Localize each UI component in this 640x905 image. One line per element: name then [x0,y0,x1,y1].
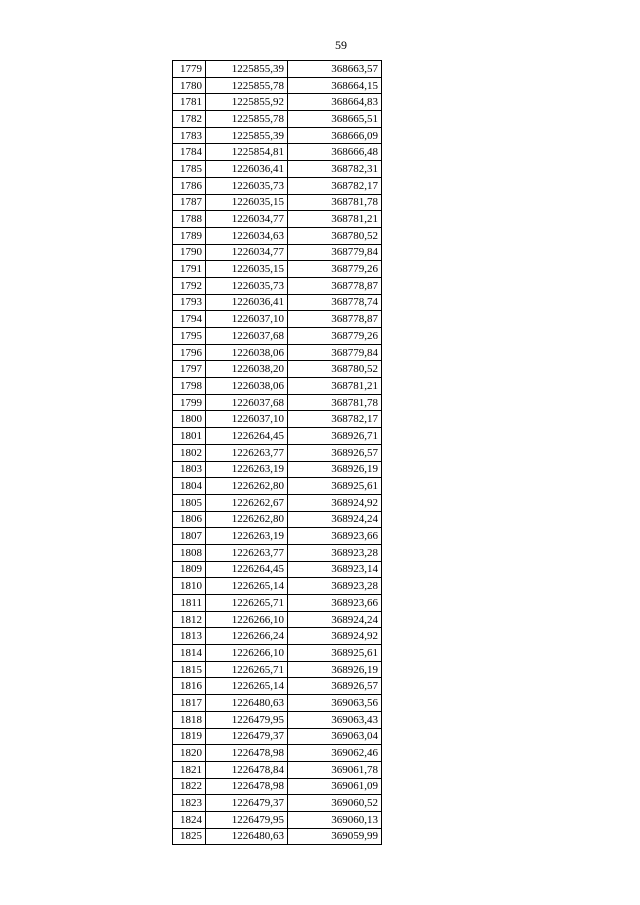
point-number-cell: 1811 [173,595,206,612]
coordinates-table [172,60,382,845]
table-row [173,795,382,812]
point-number-cell: 1797 [173,361,206,378]
x-coordinate-cell: 1226036,41 [206,294,288,311]
y-coordinate-cell: 368663,57 [288,61,382,78]
table-row [173,294,382,311]
point-number-cell: 1780 [173,77,206,94]
x-coordinate-cell: 1226262,80 [206,478,288,495]
y-coordinate-cell: 368779,84 [288,344,382,361]
table-row [173,194,382,211]
point-number-cell: 1806 [173,511,206,528]
table-row [173,595,382,612]
point-number-cell: 1781 [173,94,206,111]
x-coordinate-cell: 1226266,24 [206,628,288,645]
x-coordinate-cell: 1226478,84 [206,761,288,778]
y-coordinate-cell: 369061,78 [288,761,382,778]
y-coordinate-cell: 369060,52 [288,795,382,812]
x-coordinate-cell: 1226263,19 [206,528,288,545]
table-row [173,378,382,395]
table-row [173,61,382,78]
x-coordinate-cell: 1226263,77 [206,544,288,561]
point-number-cell: 1803 [173,461,206,478]
table-row [173,611,382,628]
x-coordinate-cell: 1226265,14 [206,678,288,695]
point-number-cell: 1790 [173,244,206,261]
x-coordinate-cell: 1226263,77 [206,444,288,461]
table-row [173,177,382,194]
point-number-cell: 1822 [173,778,206,795]
y-coordinate-cell: 368780,52 [288,227,382,244]
x-coordinate-cell: 1226035,73 [206,277,288,294]
table-row [173,811,382,828]
x-coordinate-cell: 1225855,78 [206,77,288,94]
y-coordinate-cell: 369059,99 [288,828,382,845]
point-number-cell: 1789 [173,227,206,244]
point-number-cell: 1783 [173,127,206,144]
y-coordinate-cell: 368781,78 [288,394,382,411]
point-number-cell: 1801 [173,428,206,445]
point-number-cell: 1798 [173,378,206,395]
y-coordinate-cell: 368664,15 [288,77,382,94]
y-coordinate-cell: 368782,31 [288,161,382,178]
x-coordinate-cell: 1225855,78 [206,111,288,128]
y-coordinate-cell: 368779,26 [288,261,382,278]
table-row [173,144,382,161]
y-coordinate-cell: 368926,71 [288,428,382,445]
x-coordinate-cell: 1226037,68 [206,394,288,411]
x-coordinate-cell: 1226035,15 [206,194,288,211]
x-coordinate-cell: 1226035,73 [206,177,288,194]
x-coordinate-cell: 1226037,10 [206,411,288,428]
point-number-cell: 1779 [173,61,206,78]
point-number-cell: 1820 [173,745,206,762]
table-row [173,361,382,378]
table-row [173,561,382,578]
y-coordinate-cell: 368782,17 [288,177,382,194]
table-row [173,277,382,294]
y-coordinate-cell: 368781,78 [288,194,382,211]
point-number-cell: 1805 [173,494,206,511]
x-coordinate-cell: 1226266,10 [206,645,288,662]
x-coordinate-cell: 1226034,77 [206,211,288,228]
table-row [173,344,382,361]
point-number-cell: 1787 [173,194,206,211]
point-number-cell: 1794 [173,311,206,328]
table-row [173,544,382,561]
x-coordinate-cell: 1226262,67 [206,494,288,511]
point-number-cell: 1802 [173,444,206,461]
table-row [173,311,382,328]
table-row [173,394,382,411]
y-coordinate-cell: 368926,57 [288,444,382,461]
table-row [173,761,382,778]
table-row [173,261,382,278]
x-coordinate-cell: 1226480,63 [206,828,288,845]
y-coordinate-cell: 368923,66 [288,528,382,545]
y-coordinate-cell: 368923,66 [288,595,382,612]
table-row [173,411,382,428]
x-coordinate-cell: 1225855,39 [206,127,288,144]
table-row [173,645,382,662]
y-coordinate-cell: 368926,19 [288,661,382,678]
y-coordinate-cell: 368665,51 [288,111,382,128]
y-coordinate-cell: 368779,84 [288,244,382,261]
coordinates-table-body [173,61,382,845]
x-coordinate-cell: 1225855,39 [206,61,288,78]
x-coordinate-cell: 1226035,15 [206,261,288,278]
point-number-cell: 1815 [173,661,206,678]
x-coordinate-cell: 1226265,14 [206,578,288,595]
y-coordinate-cell: 369061,09 [288,778,382,795]
x-coordinate-cell: 1226037,68 [206,328,288,345]
table-row [173,728,382,745]
x-coordinate-cell: 1226479,95 [206,811,288,828]
point-number-cell: 1810 [173,578,206,595]
table-row [173,711,382,728]
y-coordinate-cell: 368666,48 [288,144,382,161]
y-coordinate-cell: 368924,24 [288,511,382,528]
point-number-cell: 1821 [173,761,206,778]
y-coordinate-cell: 369063,43 [288,711,382,728]
y-coordinate-cell: 368923,28 [288,578,382,595]
x-coordinate-cell: 1226479,37 [206,795,288,812]
point-number-cell: 1804 [173,478,206,495]
table-row [173,661,382,678]
y-coordinate-cell: 368780,52 [288,361,382,378]
point-number-cell: 1809 [173,561,206,578]
table-row [173,745,382,762]
y-coordinate-cell: 368782,17 [288,411,382,428]
y-coordinate-cell: 368778,87 [288,311,382,328]
y-coordinate-cell: 369063,04 [288,728,382,745]
point-number-cell: 1814 [173,645,206,662]
y-coordinate-cell: 368781,21 [288,211,382,228]
point-number-cell: 1793 [173,294,206,311]
table-row [173,227,382,244]
x-coordinate-cell: 1226264,45 [206,428,288,445]
point-number-cell: 1817 [173,695,206,712]
table-row [173,494,382,511]
x-coordinate-cell: 1226265,71 [206,595,288,612]
point-number-cell: 1791 [173,261,206,278]
point-number-cell: 1812 [173,611,206,628]
y-coordinate-cell: 368924,24 [288,611,382,628]
table-row [173,244,382,261]
table-row [173,94,382,111]
x-coordinate-cell: 1226036,41 [206,161,288,178]
table-row [173,161,382,178]
x-coordinate-cell: 1226034,77 [206,244,288,261]
y-coordinate-cell: 368925,61 [288,478,382,495]
table-row [173,628,382,645]
point-number-cell: 1800 [173,411,206,428]
y-coordinate-cell: 368666,09 [288,127,382,144]
point-number-cell: 1799 [173,394,206,411]
x-coordinate-cell: 1226479,37 [206,728,288,745]
x-coordinate-cell: 1226263,19 [206,461,288,478]
point-number-cell: 1819 [173,728,206,745]
table-row [173,127,382,144]
table-row [173,77,382,94]
y-coordinate-cell: 368778,87 [288,277,382,294]
x-coordinate-cell: 1226266,10 [206,611,288,628]
y-coordinate-cell: 369063,56 [288,695,382,712]
table-row [173,678,382,695]
y-coordinate-cell: 368924,92 [288,628,382,645]
y-coordinate-cell: 368926,19 [288,461,382,478]
point-number-cell: 1823 [173,795,206,812]
y-coordinate-cell: 368926,57 [288,678,382,695]
table-row [173,461,382,478]
x-coordinate-cell: 1226479,95 [206,711,288,728]
table-row [173,478,382,495]
point-number-cell: 1807 [173,528,206,545]
x-coordinate-cell: 1226038,06 [206,344,288,361]
x-coordinate-cell: 1225854,81 [206,144,288,161]
y-coordinate-cell: 368924,92 [288,494,382,511]
point-number-cell: 1825 [173,828,206,845]
table-row [173,444,382,461]
y-coordinate-cell: 369060,13 [288,811,382,828]
table-row [173,778,382,795]
y-coordinate-cell: 368779,26 [288,328,382,345]
point-number-cell: 1785 [173,161,206,178]
point-number-cell: 1784 [173,144,206,161]
point-number-cell: 1795 [173,328,206,345]
x-coordinate-cell: 1226478,98 [206,745,288,762]
x-coordinate-cell: 1226478,98 [206,778,288,795]
x-coordinate-cell: 1226265,71 [206,661,288,678]
point-number-cell: 1796 [173,344,206,361]
point-number-cell: 1782 [173,111,206,128]
table-row [173,828,382,845]
point-number-cell: 1824 [173,811,206,828]
point-number-cell: 1813 [173,628,206,645]
x-coordinate-cell: 1226264,45 [206,561,288,578]
y-coordinate-cell: 368925,61 [288,645,382,662]
y-coordinate-cell: 369062,46 [288,745,382,762]
y-coordinate-cell: 368923,28 [288,544,382,561]
x-coordinate-cell: 1226262,80 [206,511,288,528]
x-coordinate-cell: 1225855,92 [206,94,288,111]
point-number-cell: 1792 [173,277,206,294]
x-coordinate-cell: 1226038,06 [206,378,288,395]
x-coordinate-cell: 1226038,20 [206,361,288,378]
page-number: 59 [335,38,347,52]
point-number-cell: 1818 [173,711,206,728]
point-number-cell: 1788 [173,211,206,228]
table-row [173,695,382,712]
y-coordinate-cell: 368781,21 [288,378,382,395]
y-coordinate-cell: 368664,83 [288,94,382,111]
table-row [173,578,382,595]
table-row [173,111,382,128]
table-row [173,511,382,528]
point-number-cell: 1816 [173,678,206,695]
x-coordinate-cell: 1226037,10 [206,311,288,328]
x-coordinate-cell: 1226480,63 [206,695,288,712]
table-row [173,328,382,345]
point-number-cell: 1786 [173,177,206,194]
table-row [173,211,382,228]
x-coordinate-cell: 1226034,63 [206,227,288,244]
table-row [173,428,382,445]
y-coordinate-cell: 368923,14 [288,561,382,578]
point-number-cell: 1808 [173,544,206,561]
y-coordinate-cell: 368778,74 [288,294,382,311]
table-row [173,528,382,545]
